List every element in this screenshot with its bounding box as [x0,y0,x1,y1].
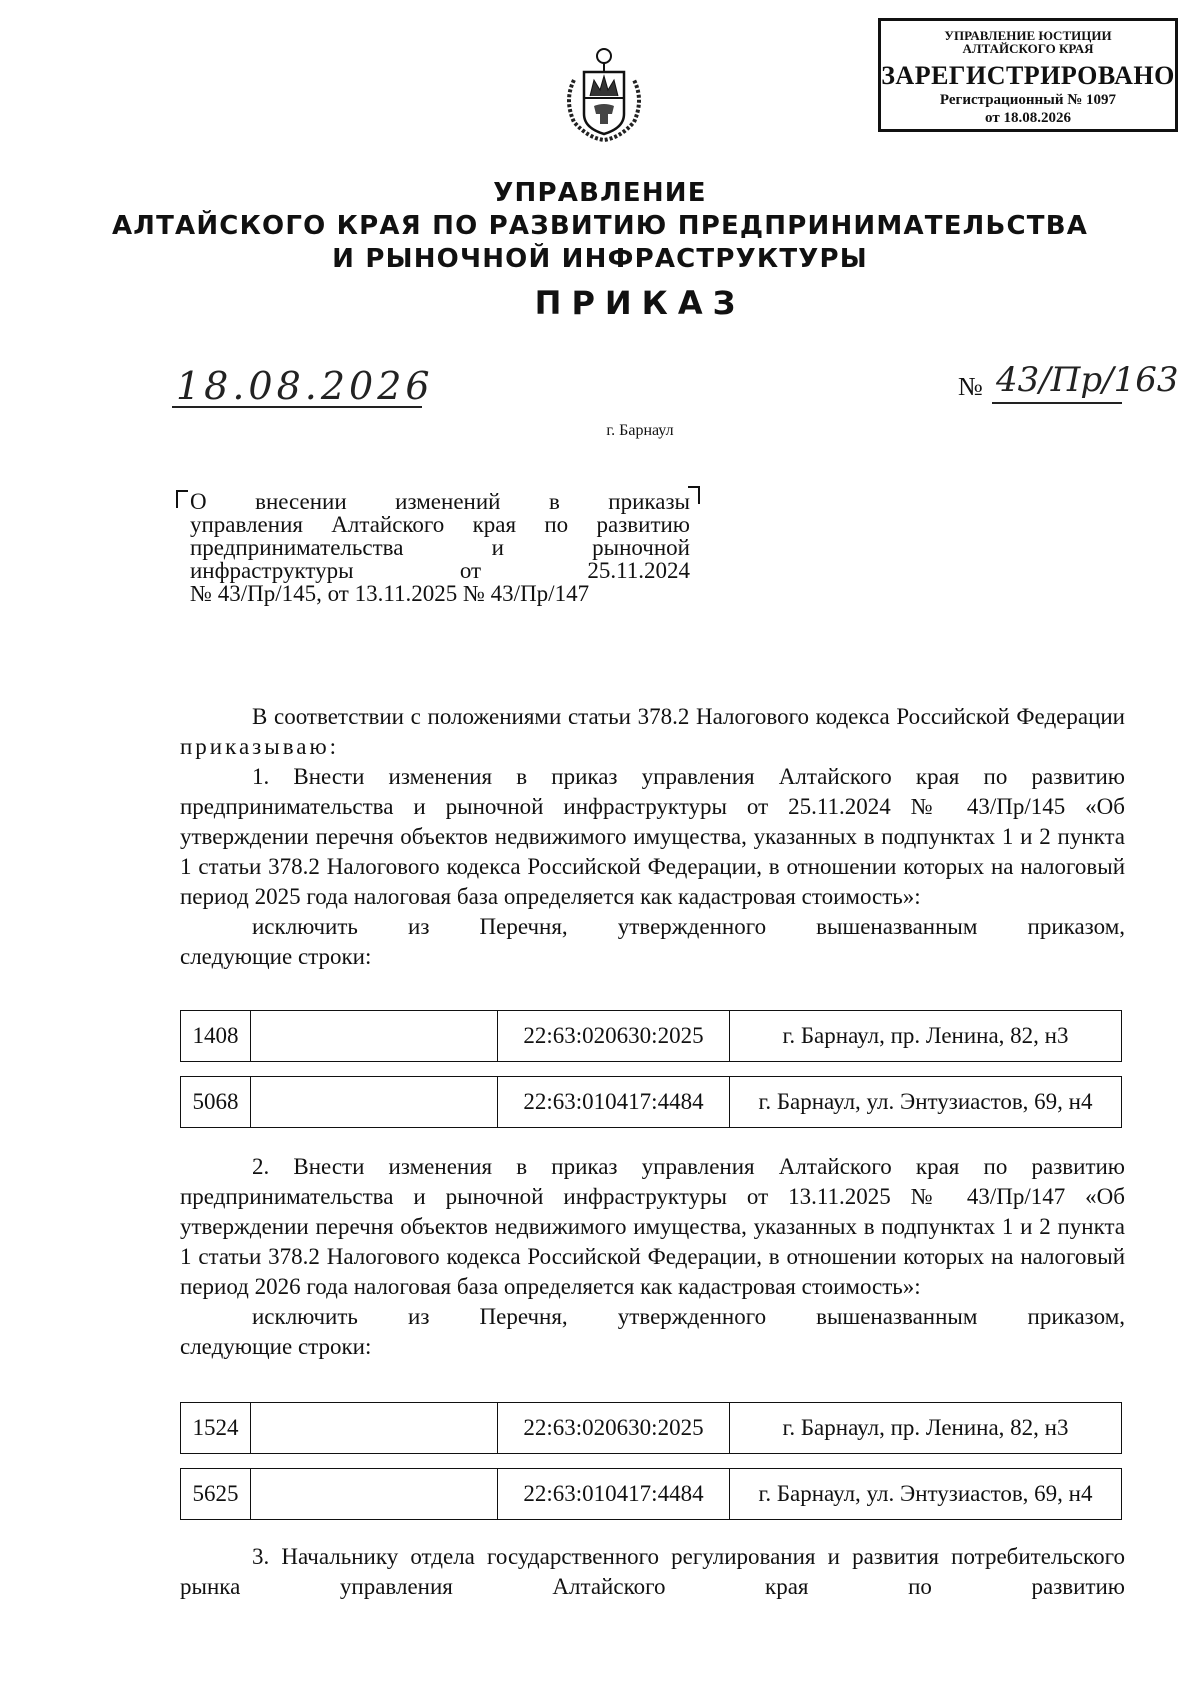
stamp-reg-date: от 18.08.2026 [985,110,1071,126]
order-word: приказываю: [180,734,340,759]
row-empty-cell [251,1469,498,1519]
subject-line: предпринимательства и рыночной [190,535,690,560]
row-cadastral: 22:63:010417:4484 [498,1077,730,1127]
item2-exclude: исключить из Перечня, утвержденного вышеназванным приказом, [252,1304,1125,1329]
subject-line: инфраструктуры от 25.11.2024 [190,558,690,583]
row-address: г. Барнаул, ул. Энтузиастов, 69, н4 [758,1481,1093,1506]
intro-text: В соответствии с положениями статьи 378.2 Налогового кодекса Российской Федерации [252,704,1125,729]
item1-paragraph [180,762,1125,972]
org-title-line3: И РЫНОЧНОЙ ИНФРАСТРУКТУРЫ [332,244,868,274]
intro-paragraph [180,702,1125,762]
document-type: ПРИКАЗ [534,284,746,322]
item2-exclude-tail: следующие строки: [180,1334,372,1359]
item2-paragraph [180,1152,1125,1362]
registration-stamp [878,18,1178,132]
item2-text: 2. Внести изменения в приказ управления Алтайского края по развитию предпринимательства и рыночной инфраструктуры от 13.11.2025 № 43/Пр/147 «Об утверждении перечня объектов недвижимого имущества, указанных в подпунктах 1 и 2 пункта 1 статьи 378.2 Налогового кодекса Российской Федерации, в отношении которых на налоговый период 2026 года налоговая база определяется как кадастровая стоимость»: [180,1154,1125,1299]
number-underline [992,402,1122,404]
stamp-reg-number: Регистрационный № 1097 [939,92,1117,108]
org-title-line2: АЛТАЙСКОГО КРАЯ ПО РАЗВИТИЮ ПРЕДПРИНИМАТЕЛЬСТВА [111,211,1089,241]
order-number: 43/Пр/163 [996,360,1179,400]
row-empty-cell [251,1011,498,1061]
table-row [180,1010,1122,1062]
item1-exclude-tail: следующие строки: [180,944,372,969]
date-underline [172,406,422,408]
row-empty-cell [251,1403,498,1453]
row-address: г. Барнаул, пр. Ленина, 82, н3 [782,1415,1069,1440]
row-number: 1524 [181,1403,251,1453]
subject-line: О внесении изменений в приказы [190,489,690,514]
subject-corner-left [176,490,188,508]
row-number: 1408 [181,1011,251,1061]
row-number: 5625 [181,1469,251,1519]
table-row [180,1402,1122,1454]
stamp-department-line2: АЛТАЙСКОГО КРАЯ [962,41,1094,56]
stamp-department-line1: УПРАВЛЕНИЕ ЮСТИЦИИ [944,28,1112,43]
row-cadastral: 22:63:020630:2025 [498,1011,730,1061]
stamp-status: ЗАРЕГИСТРИРОВАНО [881,61,1175,90]
city: г. Барнаул [606,422,674,439]
subject-line: № 43/Пр/145, от 13.11.2025 № 43/Пр/147 [190,581,590,606]
row-address: г. Барнаул, ул. Энтузиастов, 69, н4 [758,1089,1093,1114]
order-subject [190,490,690,605]
item3-paragraph [180,1542,1125,1602]
row-cadastral: 22:63:020630:2025 [498,1403,730,1453]
row-number: 5068 [181,1077,251,1127]
number-sign: № [958,372,983,401]
row-empty-cell [251,1077,498,1127]
item1-text: 1. Внести изменения в приказ управления Алтайского края по развитию предпринимательства и рыночной инфраструктуры от 25.11.2024 № 43/Пр/145 «Об утверждении перечня объектов недвижимого имущества, указанных в подпунктах 1 и 2 пункта 1 статьи 378.2 Налогового кодекса Российской Федерации, в отношении которых на налоговый период 2025 года налоговая база определяется как кадастровая стоимость»: [180,764,1125,909]
order-date: 18.08.2026 [176,364,434,408]
item1-exclude: исключить из Перечня, утвержденного вышеназванным приказом, [252,914,1125,939]
row-cadastral: 22:63:010417:4484 [498,1469,730,1519]
table-row [180,1076,1122,1128]
org-title-line1: УПРАВЛЕНИЕ [493,178,707,208]
row-address: г. Барнаул, пр. Ленина, 82, н3 [782,1023,1069,1048]
subject-line: управления Алтайского края по развитию [190,512,690,537]
table-row [180,1468,1122,1520]
item3-text: 3. Начальнику отдела государственного регулирования и развития потребительского рынка управления Алтайского края по развитию [180,1544,1125,1599]
coat-of-arms-icon [560,40,648,144]
